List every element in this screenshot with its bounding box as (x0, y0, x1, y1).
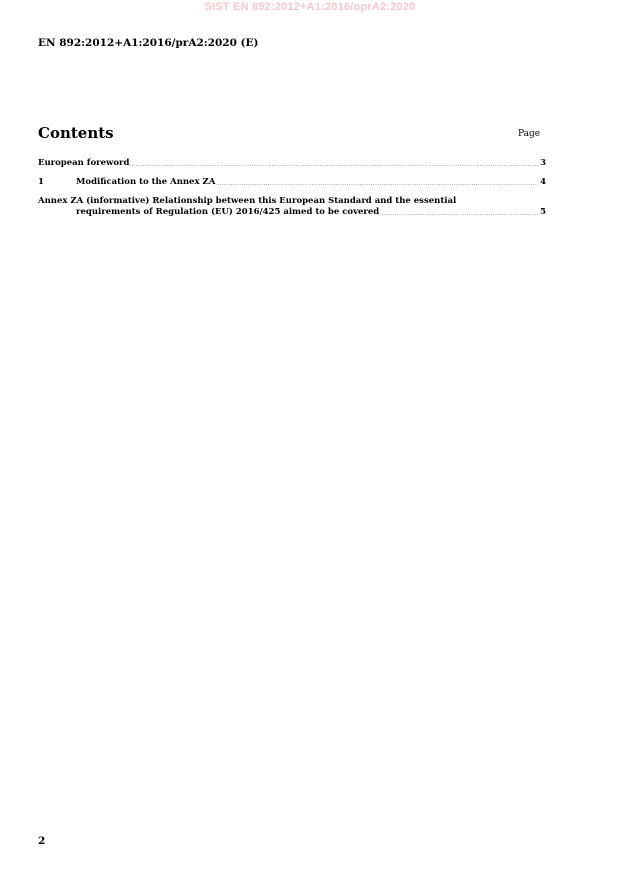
toc-entry-line2 (38, 207, 546, 218)
toc-entry-annex-za[interactable] (38, 196, 546, 218)
contents-title: Contents (38, 124, 114, 142)
toc-entry-title-line1: Annex ZA (informative) Relationship between this European Standard and the essential (38, 196, 457, 206)
dot-leader (379, 208, 538, 219)
watermark: SIST EN 892:2012+A1:2016/oprA2:2020 (204, 1, 416, 13)
toc-entry-title-line2: requirements of Regulation (EU) 2016/425 aimed to be covered (76, 207, 380, 217)
toc-entry-european-foreword[interactable] (38, 158, 546, 169)
toc-entry-title: Modification to the Annex ZA (76, 177, 216, 187)
table-of-contents (38, 158, 546, 218)
dot-leader (129, 159, 538, 170)
toc-entry-title: European foreword (38, 158, 130, 168)
document-header: EN 892:2012+A1:2016/prA2:2020 (E) (38, 37, 259, 49)
toc-entry-page: 4 (540, 177, 546, 187)
toc-entry-page: 3 (540, 158, 546, 168)
footer-page-number: 2 (38, 835, 46, 847)
page-column-label: Page (518, 129, 541, 139)
toc-entry-page: 5 (540, 207, 546, 217)
toc-entry-modification-annex-za[interactable] (38, 177, 546, 188)
dot-leader (215, 178, 538, 189)
toc-entry-number: 1 (38, 177, 44, 187)
